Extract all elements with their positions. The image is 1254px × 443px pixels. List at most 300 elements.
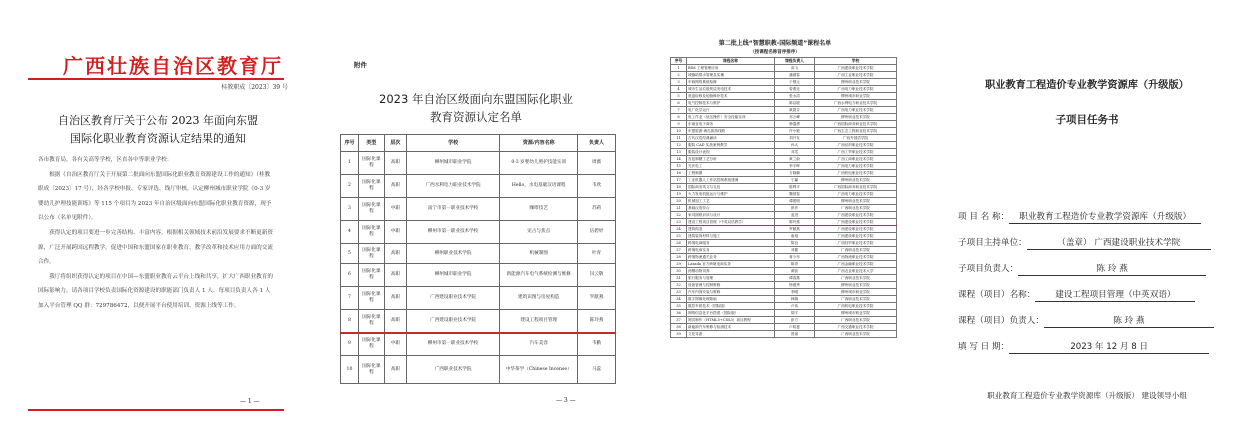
table-cell: 数控车铣技术（国际版）	[687, 303, 775, 310]
table-row	[671, 72, 897, 79]
column-header: 课程名称	[687, 58, 775, 65]
table-header-row	[341, 135, 616, 152]
attachment-title-line-2: 教育资源认定名单	[430, 110, 522, 124]
table-cell: 国际化课程	[358, 221, 384, 244]
table-row	[671, 114, 897, 121]
table-cell: 广西水利电力职业技术学院	[406, 175, 500, 198]
resource-list-table	[340, 134, 616, 384]
table-cell: 32	[671, 282, 687, 289]
table-row	[341, 244, 616, 264]
table-row	[671, 324, 897, 331]
table-cell: 卢伟	[775, 303, 815, 310]
table-cell: 广西建设职业技术学院	[406, 310, 500, 333]
table-cell: 国际化课程	[358, 152, 384, 175]
column-header: 序号	[671, 58, 687, 65]
table-cell: 宫廷制糖工艺分析	[687, 156, 775, 163]
table-cell: 广西建设职业技术学院	[815, 226, 897, 233]
table-cell: 中职	[384, 333, 406, 356]
notice-document-page	[0, 0, 318, 443]
table-cell: 广西电力职业技术学院	[815, 163, 897, 170]
field-label: 课程（项目）负责人：	[958, 316, 1044, 326]
field-value: 建设工程项目管理（中英双语）	[1035, 288, 1195, 302]
table-cell: 国际化课程	[358, 244, 384, 264]
table-cell: 黄凯	[775, 268, 815, 275]
course-list-subtitle: （按课程名称音序排序）	[750, 50, 800, 55]
page-number: — 1 —	[240, 398, 260, 405]
table-row	[671, 184, 897, 191]
table-row	[671, 205, 897, 212]
table-cell: 文化导游	[687, 331, 775, 338]
table-cell: 韦勤	[578, 333, 616, 356]
table-row	[671, 317, 897, 324]
table-cell: 23	[671, 219, 687, 226]
table-cell: 谭春燕	[775, 275, 815, 282]
table-cell: 黄碧芬	[775, 107, 815, 114]
document-code: 桂教职成〔2023〕39 号	[221, 84, 288, 91]
table-cell: 邓雪	[775, 149, 815, 156]
table-cell: 基础汉语综合	[687, 205, 775, 212]
table-cell: 跨境电商服务	[687, 240, 775, 247]
table-cell: 工程制图	[687, 170, 775, 177]
table-cell: 广西工商职业技术学院	[815, 156, 897, 163]
table-cell: 广西交通职业技术学院	[815, 324, 897, 331]
table-cell: 城市生活垃圾焚烧发电技术	[687, 86, 775, 93]
table-row	[671, 142, 897, 149]
table-cell: 国际商务英文与礼仪	[687, 184, 775, 191]
table-cell: 高职	[384, 356, 406, 384]
paragraph-1: 根据《自治区教育厅关于开展第二批面向东盟国际化职业教育资源建设工作的通知》（桂教职成〔2023〕17 号），经各学校申报、专家评选、线厅审核，认定柳州城市职业学院《0-3 岁婴幼儿护理技能训练》等 115 个项目为 2023 年自治区级面向东盟国际化职业教育资源，现予以公布（名单见附件）。	[38, 171, 272, 222]
table-cell: 潘德春	[775, 72, 815, 79]
table-cell: 马蕊	[578, 356, 616, 384]
table-cell: 高职	[384, 175, 406, 198]
table-cell: 广西工业职业技术学院	[815, 72, 897, 79]
table-cell: 杨德秀	[775, 282, 815, 289]
table-cell: 国际化课程	[358, 333, 384, 356]
field-value: 职业教育工程造价专业教学资源库（升级版）	[1009, 210, 1201, 224]
table-cell: 8	[671, 114, 687, 121]
table-cell: 27	[671, 247, 687, 254]
table-cell: 5	[671, 93, 687, 100]
table-cell: 蓝进	[775, 212, 815, 219]
task-book-subtitle: 子项目任务书	[1055, 114, 1119, 126]
table-cell: 国际化课程	[358, 198, 384, 221]
table-cell: 26	[671, 240, 687, 247]
table-row	[671, 303, 897, 310]
table-cell: 车载网络系统检修	[687, 79, 775, 86]
table-cell: 24	[671, 226, 687, 233]
table-cell: 网页制作（HTML5+CSS3）项目教程	[687, 317, 775, 324]
notice-headline	[38, 112, 278, 148]
table-cell: 柳州职业技术学院	[815, 282, 897, 289]
form-field-row	[958, 288, 1195, 302]
table-cell: 广西机电职业技术学院	[815, 303, 897, 310]
table-cell: 高职	[384, 287, 406, 310]
table-cell: 宠占与焦点	[500, 221, 578, 244]
table-cell: 6	[341, 264, 359, 287]
table-cell: 广西建设职业技术学院	[406, 287, 500, 310]
table-cell: 柳州城市职业学院	[815, 310, 897, 317]
table-row	[341, 152, 616, 175]
task-book-footer: 职业教育工程造价专业教学资源库（升级版） 建设领导小组	[987, 391, 1187, 400]
table-cell: 国际化课程	[358, 310, 384, 333]
table-cell: 新能源汽车维修与检测技术	[687, 324, 775, 331]
table-cell: 31	[671, 275, 687, 282]
task-book-title: 职业教育工程造价专业教学资源库（升级版）	[985, 80, 1189, 91]
table-cell: 韦欣	[578, 175, 616, 198]
field-value: 陈 玲 燕	[1044, 314, 1214, 328]
table-row	[671, 170, 897, 177]
table-row	[671, 289, 897, 296]
table-row	[341, 175, 616, 198]
table-cell: 韩婉	[775, 296, 815, 303]
table-cell: 29	[671, 261, 687, 268]
red-divider-bottom	[28, 409, 284, 411]
table-row	[671, 128, 897, 135]
course-list-page	[640, 0, 910, 443]
table-cell: 火力发电机组运行与维护	[687, 191, 775, 198]
table-row	[671, 254, 897, 261]
table-cell: 33	[671, 289, 687, 296]
table-cell: 魏国春	[775, 191, 815, 198]
table-cell: 孙大	[775, 142, 815, 149]
table-cell: 13	[671, 149, 687, 156]
column-header: 层次	[384, 135, 406, 152]
table-cell: 建筑识图与房屋构造	[500, 287, 578, 310]
attachment-title	[346, 90, 606, 126]
table-row	[671, 226, 897, 233]
table-cell: 4	[671, 86, 687, 93]
table-cell: 9	[341, 333, 359, 356]
table-cell: 网络信息化平台搭建（国际版）	[687, 310, 775, 317]
table-cell: 广西建设职业技术学院	[815, 233, 897, 240]
table-cell: 中职	[384, 198, 406, 221]
table-cell: 9	[671, 121, 687, 128]
table-cell: 国际化课程	[358, 356, 384, 384]
table-cell: 柳州职业技术学院	[815, 177, 897, 184]
table-cell: 周薇	[578, 152, 616, 175]
table-cell: 胡宇	[775, 310, 815, 317]
table-cell: 南宁市第一职业技术学校	[406, 198, 500, 221]
paragraph-3: 我厅将组织获得认定的项目在中国—东盟职业教育云平台上线和共享，扩大广西职业教育的国际影响力。请各项目学校负责国际化资源建设的职能部门负责人 1 人、每项目负责人各 1 人加入平台管理 QQ 群：729786472，以便开展平台使用培训、资源上线等工作。	[38, 273, 273, 309]
table-header-row	[671, 58, 897, 65]
table-cell: 30	[671, 268, 687, 275]
table-row	[671, 65, 897, 72]
table-cell: 柳州职业技术学院	[406, 244, 500, 264]
table-cell: 柳州市第一职业技术学校	[406, 221, 500, 244]
table-cell: 19	[671, 191, 687, 198]
table-cell: 10	[671, 128, 687, 135]
table-cell: 方晓楠	[775, 170, 815, 177]
table-row	[671, 79, 897, 86]
field-value: 陈 玲 燕	[1018, 262, 1206, 276]
table-cell: 服装 CAD 实战案例教学	[687, 142, 775, 149]
table-cell: 家具图纸识读与设计	[687, 212, 775, 219]
table-cell: 17	[671, 177, 687, 184]
table-cell: 陈玲燕	[578, 310, 616, 333]
table-cell: 韩蓬勇	[775, 121, 815, 128]
table-row	[671, 107, 897, 114]
table-cell: 34	[671, 296, 687, 303]
table-cell: 28	[671, 254, 687, 261]
table-cell: 广西电力职业技术学院	[815, 86, 897, 93]
table-row	[671, 100, 897, 107]
table-cell: 39	[671, 331, 687, 338]
table-cell: 中华茶学（Chinese Incense）	[500, 356, 578, 384]
table-cell: 罗献燕	[775, 226, 815, 233]
table-cell: 国际化课程	[358, 175, 384, 198]
paragraph-2: 获得认定的项目要进一步完善结构、丰富内容，根据相关领域技术前沿发展要求不断更新资源，广泛开展跨国远程教学，促进中国和东盟国家在职业教育、教学改革和技术应用方面的交流合作。	[38, 229, 273, 266]
field-label: 子项目负责人：	[958, 264, 1019, 274]
table-cell: 1	[671, 65, 687, 72]
table-cell: 东南亚电子商务	[687, 121, 775, 128]
table-cell: 柳州城市职业学院	[406, 152, 500, 175]
table-cell: 建设工程项目管理	[500, 310, 578, 333]
table-cell: 15	[671, 163, 687, 170]
table-row	[341, 310, 616, 333]
table-cell: 工业机器人工作站控制系统建调	[687, 177, 775, 184]
table-cell: 广西物流职业技术学院	[815, 254, 897, 261]
column-header: 负责人	[578, 135, 616, 152]
table-cell: 柳州职业技术学院	[815, 198, 897, 205]
table-cell: 刘开友	[775, 135, 815, 142]
table-cell: 建筑构造	[687, 226, 775, 233]
table-cell: 广西建设职业技术学院	[815, 212, 897, 219]
table-cell: 城镇给排水管理及实操	[687, 72, 775, 79]
table-row	[671, 219, 897, 226]
table-cell: 光伏电工	[687, 163, 775, 170]
table-cell: 李宇晖	[775, 163, 815, 170]
attachment-label: 附件	[354, 61, 367, 69]
attachment-list-page	[326, 0, 626, 443]
table-row	[671, 93, 897, 100]
table-cell: 机械加工工艺	[687, 198, 775, 205]
table-cell: 彭莎	[775, 205, 815, 212]
table-cell: 广西职业技术学院	[815, 317, 897, 324]
table-row	[671, 198, 897, 205]
table-cell: 20	[671, 198, 687, 205]
table-cell: 曾丽	[775, 331, 815, 338]
table-cell: 柳州城市职业学院	[406, 264, 500, 287]
table-cell: 广西职业技术学院	[815, 296, 897, 303]
table-cell: 高飞	[775, 65, 815, 72]
table-cell: 两栖动物饲养	[687, 268, 775, 275]
table-cell: 柳州职业技术学院	[815, 114, 897, 121]
table-row	[341, 264, 616, 287]
table-cell: 许小艳	[775, 128, 815, 135]
field-value: 2023 年 12 月 8 日	[1009, 340, 1209, 354]
table-cell: 21	[671, 205, 687, 212]
table-cell: 电工作业（低压操作）安全技能实训	[687, 114, 775, 121]
table-cell: 汽车美容	[500, 333, 578, 356]
table-row	[341, 356, 616, 384]
table-cell: 闫云敬	[578, 264, 616, 287]
table-cell: 电气控制技术与维护	[687, 100, 775, 107]
table-cell: 广西建设职业技术学院	[815, 219, 897, 226]
table-row	[671, 191, 897, 198]
table-row	[341, 198, 616, 221]
table-cell: 罗献燕	[578, 287, 616, 310]
table-cell: 广西电力职业技术学院	[815, 191, 897, 198]
table-row	[671, 331, 897, 338]
table-cell: 广西外国语学院	[815, 135, 897, 142]
page-number: — 3 —	[556, 397, 576, 404]
table-cell: 7	[671, 107, 687, 114]
table-cell: 高职	[384, 264, 406, 287]
headline-line-1: 自治区教育厅关于公布 2023 年面向东盟	[58, 114, 258, 127]
table-cell: 广西金融职业技术学院	[815, 261, 897, 268]
field-label: 课程（项目）名称：	[958, 290, 1036, 300]
course-list-table	[670, 57, 897, 338]
table-row	[671, 275, 897, 282]
table-cell: 唐旭	[775, 233, 815, 240]
table-cell: 叶青	[578, 244, 616, 264]
table-row	[671, 163, 897, 170]
table-row	[341, 287, 616, 310]
table-cell: 陈良	[775, 240, 815, 247]
table-cell: 跨境物流通关业务	[687, 254, 775, 261]
task-book-cover-page	[920, 0, 1254, 443]
column-header: 类型	[358, 135, 384, 152]
table-cell: 曾燕光	[775, 86, 815, 93]
table-cell: 苏莉	[578, 198, 616, 221]
table-cell: 18	[671, 184, 687, 191]
table-cell: 16	[671, 170, 687, 177]
table-cell: 2	[671, 72, 687, 79]
table-cell: 谭建明	[775, 198, 815, 205]
table-cell: 咖啡技艺	[500, 198, 578, 221]
table-cell: 陈青	[775, 261, 815, 268]
table-cell: 柳州城市职业学院	[815, 93, 897, 100]
table-cell: 广西经贸职业技术学院	[815, 240, 897, 247]
table-cell: 张水清	[775, 93, 815, 100]
table-cell: 柳州市第一职业技术学校	[406, 333, 500, 356]
table-cell: 蒋少东	[775, 254, 815, 261]
table-row	[671, 310, 897, 317]
table-cell: 3	[671, 79, 687, 86]
field-label: 项 目 名 称：	[958, 212, 1010, 222]
table-row	[671, 177, 897, 184]
table-cell: 广西国际商务职业技术学院	[815, 184, 897, 191]
table-cell: 高职	[384, 310, 406, 333]
table-cell: 陈启聪	[775, 100, 815, 107]
field-label: 填 写 日 期：	[958, 342, 1010, 352]
table-cell: 广西电力职业技术学院	[815, 107, 897, 114]
table-cell: 国际化课程	[358, 287, 384, 310]
table-cell: 机械制图	[500, 244, 578, 264]
table-cell: 柳州城市职业学院	[815, 289, 897, 296]
salutation: 各市教育局，各有关高等学校，区直各中等职业学校：	[38, 157, 173, 163]
table-cell: 14	[671, 156, 687, 163]
table-row	[671, 261, 897, 268]
table-cell: 8	[341, 310, 359, 333]
table-row	[341, 333, 616, 356]
table-cell: 广西工贸职业技术学院	[815, 149, 897, 156]
table-row	[671, 268, 897, 275]
field-label: 子项目主持单位：	[958, 238, 1027, 248]
table-cell: 李刚	[775, 289, 815, 296]
table-cell: 12	[671, 142, 687, 149]
table-cell: 22	[671, 212, 687, 219]
table-row	[341, 221, 616, 244]
table-cell: 中职	[384, 221, 406, 244]
table-row	[671, 86, 897, 93]
table-cell: 广西国际商务职业技术学院	[815, 121, 897, 128]
table-cell: 37	[671, 317, 687, 324]
table-cell: 东盟旅游-海岛旅游线路	[687, 128, 775, 135]
column-header: 学校	[815, 58, 897, 65]
table-row	[671, 282, 897, 289]
table-cell: 广西生态工程职业技术学院	[815, 128, 897, 135]
column-header: 学校	[406, 135, 500, 152]
table-cell: 高职	[384, 244, 406, 264]
table-row	[671, 135, 897, 142]
table-cell: 广西建设职业技术学院	[815, 65, 897, 72]
table-cell: 建设工程项目管理（中英双语教学）	[687, 219, 775, 226]
table-cell: Lazada 官方跨境电商实务	[687, 261, 775, 268]
table-row	[671, 156, 897, 163]
table-cell: 陈玲燕	[775, 219, 815, 226]
table-cell: 邓万峰	[775, 114, 815, 121]
column-header: 序号	[341, 135, 359, 152]
table-cell: 广西机电职业技术学院	[815, 170, 897, 177]
table-cell: 广西职业技术学院	[815, 205, 897, 212]
table-cell: 1	[341, 152, 359, 175]
table-cell: 3	[341, 198, 359, 221]
table-cell: 建筑装饰材料与施工	[687, 233, 775, 240]
form-field-row	[958, 340, 1209, 354]
table-cell: 跨境电商实务	[687, 247, 775, 254]
table-cell: 广西职业技术学院	[815, 275, 897, 282]
table-cell: 38	[671, 324, 687, 331]
table-cell: 广西水利电力职业技术学院	[815, 100, 897, 107]
table-cell: 36	[671, 310, 687, 317]
table-cell: 邓健	[775, 247, 815, 254]
form-field-row	[958, 236, 1211, 250]
column-header: 资源/内容名称	[500, 135, 578, 152]
form-field-row	[958, 210, 1201, 224]
table-cell: 11	[671, 135, 687, 142]
table-row	[671, 149, 897, 156]
table-cell: 陈利平	[775, 184, 815, 191]
table-cell: 宁赢	[775, 177, 815, 184]
headline-line-2: 国际化职业教育资源认定结果的通知	[70, 132, 246, 145]
table-cell: 电厂化学运行	[687, 107, 775, 114]
table-cell: 卢绍惠	[775, 324, 815, 331]
table-row	[671, 240, 897, 247]
table-cell: 数字图像处理基础	[687, 296, 775, 303]
table-cell: 2	[341, 175, 359, 198]
table-row	[671, 121, 897, 128]
table-cell: 广西职业技术学院	[815, 247, 897, 254]
table-row	[671, 296, 897, 303]
table-cell: 国际化课程	[358, 264, 384, 287]
table-cell: 广西纺织职业技术学院	[815, 142, 897, 149]
table-cell: 新能源汽车电气系统检测与维修	[500, 264, 578, 287]
table-cell: 7	[341, 287, 359, 310]
table-cell: 伍碧妤	[578, 221, 616, 244]
field-value: （盖章） 广西建设职业技术学院	[1027, 236, 1211, 250]
table-row	[671, 247, 897, 254]
table-cell: 高职	[384, 152, 406, 175]
notice-body	[38, 153, 274, 314]
table-cell: 10	[341, 356, 359, 384]
attachment-title-line-1: 2023 年自治区级面向东盟国际化职业	[379, 92, 573, 106]
table-cell: 黄兰俞	[775, 156, 815, 163]
table-cell: 汽车内饰安装与维修	[687, 289, 775, 296]
table-cell: BIM 工程管理应用	[687, 65, 775, 72]
table-cell: 广西职业技术学院	[406, 356, 500, 384]
red-divider-top	[28, 78, 284, 80]
